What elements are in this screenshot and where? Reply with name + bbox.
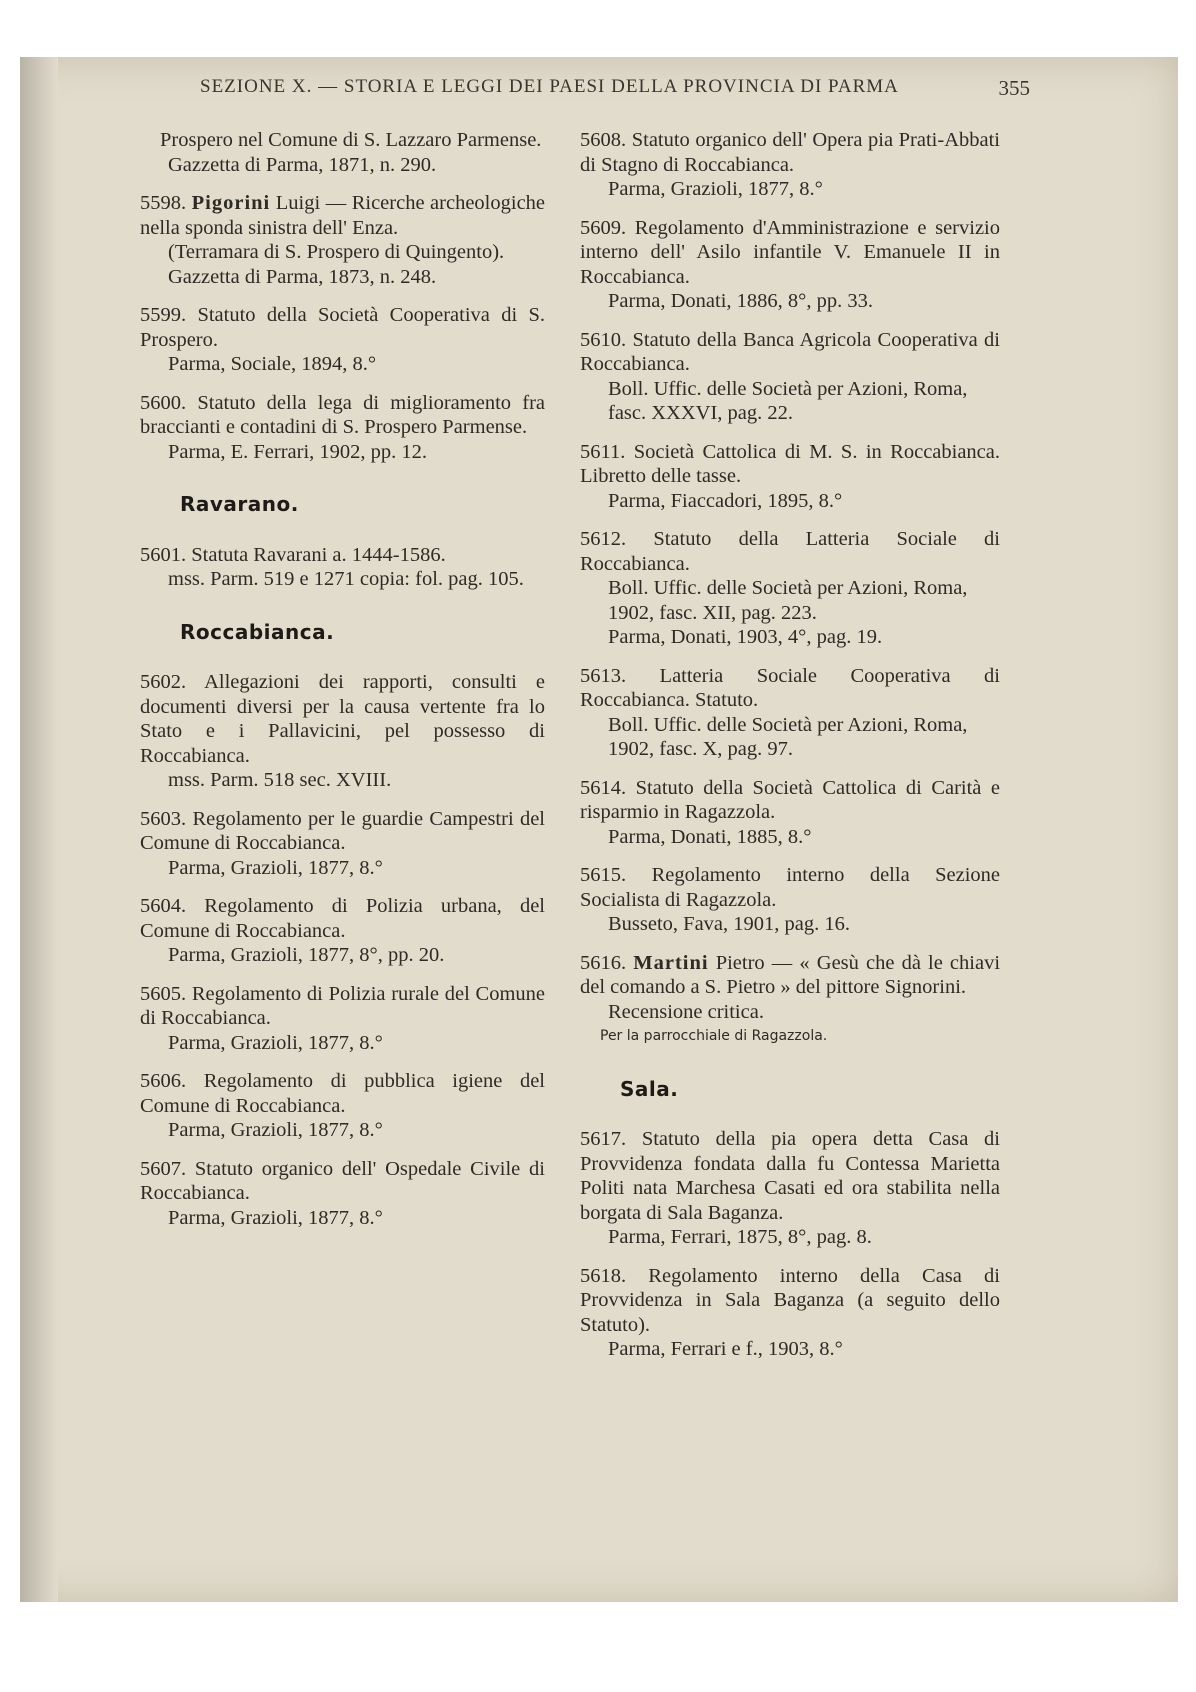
entry-number: 5609.: [580, 216, 627, 239]
entry-number: 5617.: [580, 1128, 627, 1150]
entry-number: 5605.: [140, 982, 187, 1005]
entry-text: Prospero nel Comune di S. Lazzaro Parmense.: [160, 129, 542, 151]
entry-5613: [580, 664, 1000, 762]
entry-text: Statuto della Banca Agricola Cooperativa di Roccabianca.: [580, 328, 1001, 375]
entry-5610: [580, 328, 1000, 426]
entry-5608: [580, 128, 1000, 202]
entry-citation: Boll. Uffic. delle Società per Azioni, Roma, 1902, fasc. XII, pag. 223.: [608, 577, 968, 624]
entry-number: 5604.: [140, 895, 187, 917]
entry-5617: [580, 1127, 1000, 1250]
entry-5615: [580, 863, 1000, 937]
entry-citation: Parma, Fiaccadori, 1895, 8.°: [608, 489, 843, 512]
entry-citation: Parma, Donati, 1885, 8.°: [608, 825, 812, 848]
entry-text: Allegazioni dei rapporti, consulti e documenti diversi per la causa vertente fra lo Stato e i Pallavicini, pel possesso di Roccabianca.: [140, 671, 545, 767]
entry-number: 5613.: [580, 664, 627, 687]
left-column: [140, 128, 545, 1244]
entry-number: 5608.: [580, 129, 627, 151]
section-heading-roccabianca: Roccabianca.: [180, 619, 335, 644]
entry-number: 5600.: [140, 391, 187, 414]
entry-note-small: Per la parrocchiale di Ragazzola.: [600, 1028, 828, 1044]
entry-citation: Parma, Grazioli, 1877, 8.°: [168, 1206, 383, 1229]
page-binding-edge: [20, 57, 58, 1602]
entry-5599: [140, 303, 545, 377]
running-header: [200, 76, 1030, 98]
entry-5604: [140, 894, 545, 968]
entry-citation: Gazzetta di Parma, 1873, n. 248.: [168, 265, 437, 288]
entry-citation: Parma, Grazioli, 1877, 8.°: [608, 178, 823, 200]
entry-5612: [580, 527, 1000, 650]
entry-5605: [140, 982, 545, 1056]
entry-text: Regolamento per le guardie Campestri del Comune di Roccabianca.: [140, 807, 546, 854]
entry-number: 5606.: [140, 1070, 187, 1092]
entry-text: Statuto della Società Cooperativa di S. Prospero.: [140, 304, 545, 351]
entry-text: Statuta Ravarani a. 1444-1586.: [191, 543, 446, 566]
entry-number: 5603.: [140, 807, 187, 830]
entry-5598: [140, 191, 545, 289]
entry-citation: Parma, E. Ferrari, 1902, pp. 12.: [168, 440, 428, 463]
section-heading-sala: Sala.: [620, 1076, 679, 1101]
entry-citation: Boll. Uffic. delle Società per Azioni, Roma, fasc. XXXVI, pag. 22.: [608, 377, 968, 424]
entry-number: 5618.: [580, 1264, 627, 1287]
entry-citation: Parma, Grazioli, 1877, 8.°: [168, 856, 383, 879]
page-number: 355: [998, 76, 1030, 100]
entry-citation: Parma, Donati, 1886, 8°, pp. 33.: [608, 290, 873, 312]
entry-number: 5599.: [140, 304, 187, 326]
entry-citation: Parma, Ferrari e f., 1903, 8.°: [608, 1338, 843, 1360]
entry-citation: Parma, Grazioli, 1877, 8°, pp. 20.: [168, 944, 445, 966]
entry-citation: Gazzetta di Parma, 1871, n. 290.: [168, 153, 437, 176]
entry-text: Regolamento di pubblica igiene del Comune di Roccabianca.: [140, 1070, 545, 1117]
entry-text: Statuto della Società Cattolica di Carità e risparmio in Ragazzola.: [580, 776, 1000, 823]
entry-5606: [140, 1069, 545, 1143]
entry-number: 5612.: [580, 528, 627, 550]
entry-text: Regolamento di Polizia rurale del Comune di Roccabianca.: [140, 982, 546, 1029]
entry-text: Latteria Sociale Cooperativa di Roccabianca. Statuto.: [580, 664, 1000, 711]
entry-citation: Parma, Grazioli, 1877, 8.°: [168, 1031, 383, 1054]
entry-text: Società Cattolica di M. S. in Roccabianca. Libretto delle tasse.: [580, 440, 1001, 487]
entry-5600: [140, 391, 545, 465]
right-column: [580, 128, 1000, 1376]
entry-citation: Parma, Ferrari, 1875, 8°, pag. 8.: [608, 1226, 872, 1248]
section-heading-ravarano: Ravarano.: [180, 492, 299, 516]
entry-author: Martini: [633, 951, 709, 974]
entry-number: 5602.: [140, 671, 187, 693]
entry-5616: [580, 951, 1000, 1049]
entry-5602: [140, 670, 545, 793]
entry-5618: [580, 1264, 1000, 1362]
entry-number: 5607.: [140, 1157, 187, 1180]
entry-number: 5601.: [140, 543, 187, 566]
entry-citation: Boll. Uffic. delle Società per Azioni, Roma, 1902, fasc. X, pag. 97.: [608, 713, 968, 760]
entry-text: Regolamento interno della Sezione Socialista di Ragazzola.: [580, 864, 1001, 911]
entry-citation: Parma, Sociale, 1894, 8.°: [168, 353, 377, 375]
entry-author: Pigorini: [191, 192, 271, 214]
entry-text: Pietro — « Gesù che dà le chiavi del comando a S. Pietro » del pittore Signorini.: [580, 951, 1001, 998]
running-title: SEZIONE X. — STORIA E LEGGI DEI PAESI DELLA PROVINCIA DI PARMA: [200, 76, 899, 97]
entry-note: (Terramara di S. Prospero di Quingento).: [168, 241, 505, 263]
entry-number: 5615.: [580, 864, 627, 886]
entry-text: Statuto organico dell' Opera pia Prati-Abbati di Stagno di Roccabianca.: [580, 129, 1000, 176]
entry-continuation: [140, 128, 545, 177]
entry-5607: [140, 1157, 545, 1231]
entry-number: 5616.: [580, 951, 627, 974]
entry-5609: [580, 216, 1000, 314]
entry-citation: mss. Parm. 519 e 1271 copia: fol. pag. 105.: [168, 568, 524, 590]
entry-number: 5598.: [140, 192, 187, 214]
entry-text: Regolamento d'Amministrazione e servizio interno dell' Asilo infantile V. Emanuele II in Roccabianca.: [580, 216, 1000, 288]
entry-text: Regolamento interno della Casa di Provvidenza in Sala Baganza (a seguito dello Statuto).: [580, 1264, 1000, 1336]
entry-text: Regolamento di Polizia urbana, del Comune di Roccabianca.: [140, 895, 546, 942]
entry-citation: Parma, Donati, 1903, 4°, pag. 19.: [608, 626, 883, 648]
entry-number: 5611.: [580, 440, 626, 463]
entry-text: Luigi — Ricerche archeologiche nella sponda sinistra dell' Enza.: [140, 192, 546, 239]
entry-text: Statuto della pia opera detta Casa di Provvidenza fondata dalla fu Contessa Marietta Politi nata Marchesa Casati ed ora stabilita nella borgata di Sala Baganza.: [580, 1128, 1000, 1224]
entry-number: 5610.: [580, 328, 627, 351]
entry-number: 5614.: [580, 776, 627, 799]
entry-note: Recensione critica.: [608, 1000, 764, 1023]
entry-5603: [140, 807, 545, 881]
entry-citation: Busseto, Fava, 1901, pag. 16.: [608, 913, 850, 935]
entry-citation: mss. Parm. 518 sec. XVIII.: [168, 769, 392, 791]
entry-5601: [140, 543, 545, 592]
entry-citation: Parma, Grazioli, 1877, 8.°: [168, 1119, 383, 1141]
entry-text: Statuto della lega di miglioramento fra braccianti e contadini di S. Prospero Parmense.: [140, 391, 545, 438]
entry-text: Statuto della Latteria Sociale di Roccabianca.: [580, 528, 1000, 575]
entry-5611: [580, 440, 1000, 514]
entry-text: Statuto organico dell' Ospedale Civile di Roccabianca.: [140, 1157, 545, 1204]
entry-5614: [580, 776, 1000, 850]
